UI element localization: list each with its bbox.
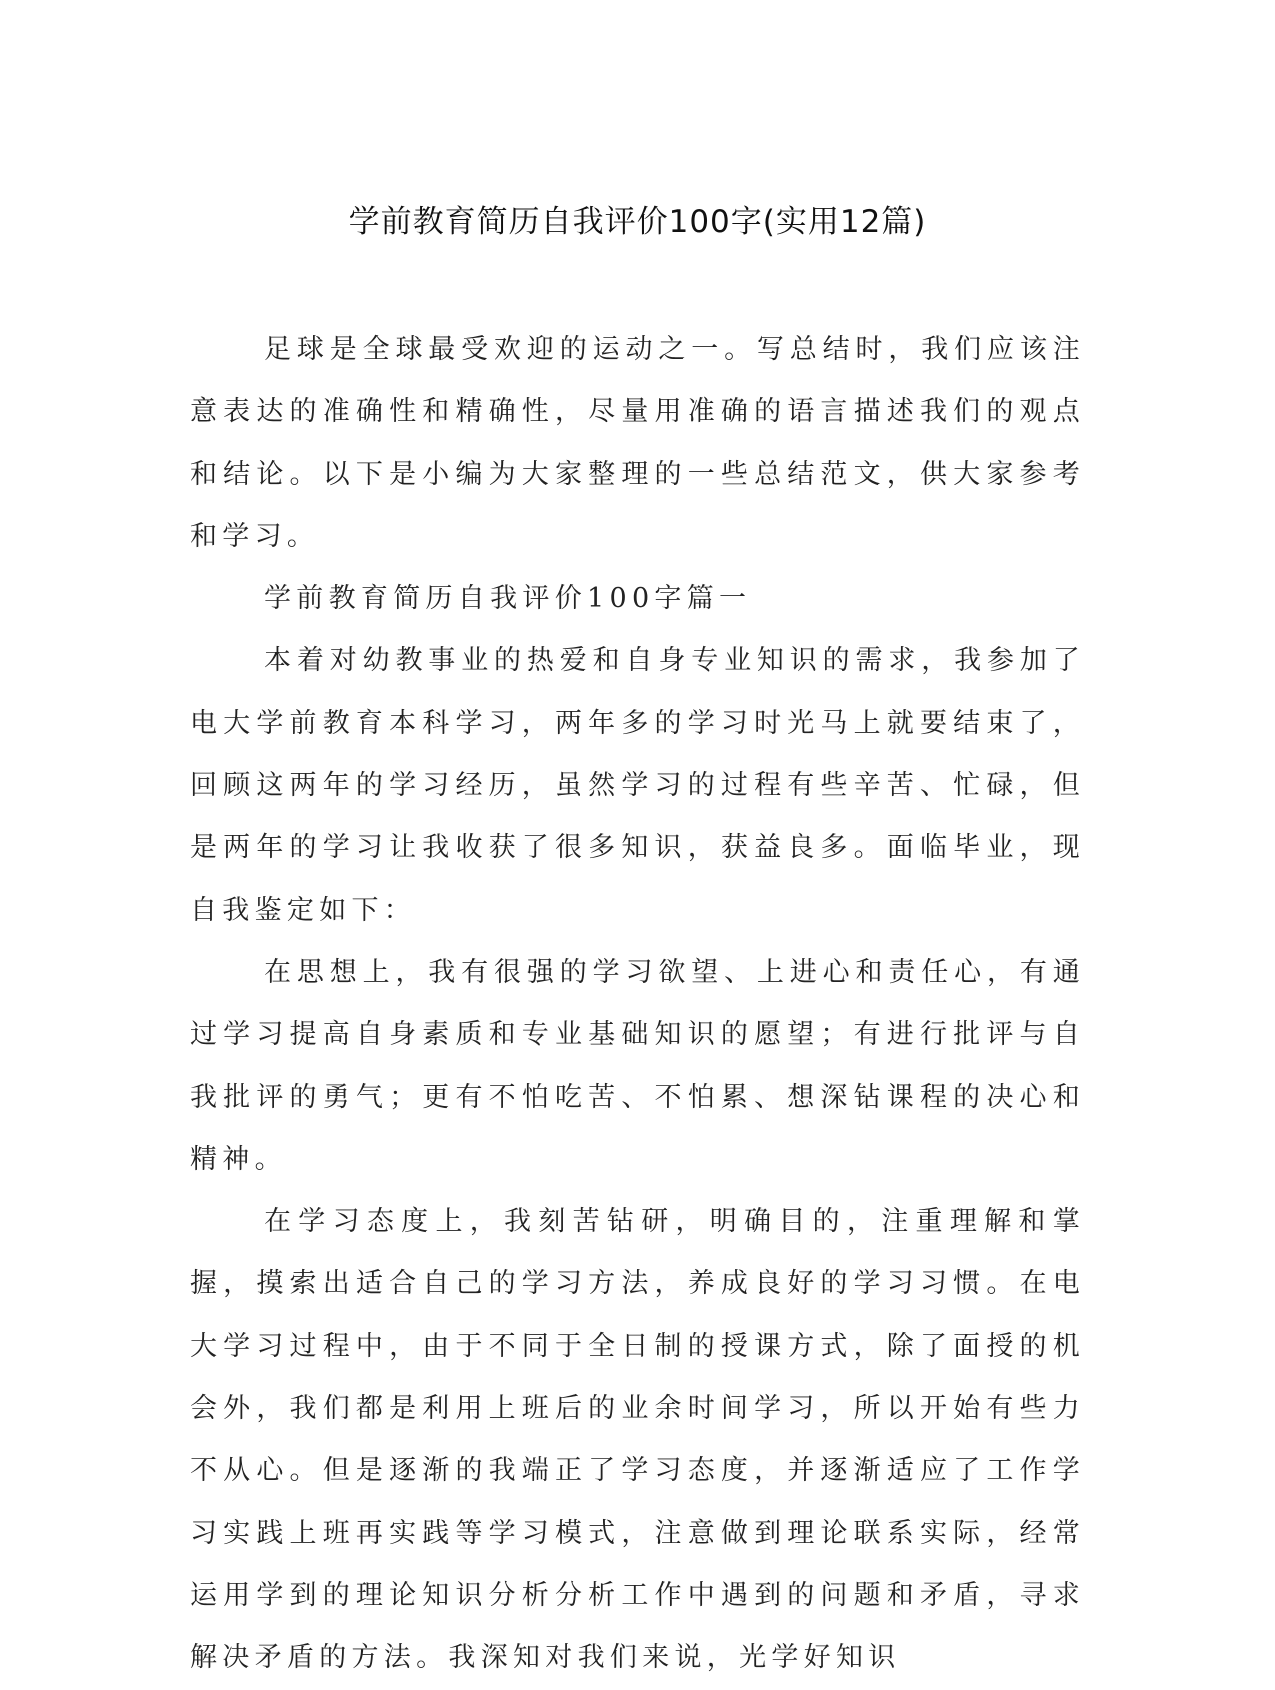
intro-paragraph: 足球是全球最受欢迎的运动之一。写总结时，我们应该注意表达的准确性和精确性，尽量用准确的语言描述我们的观点和结论。以下是小编为大家整理的一些总结范文，供大家参考和学习。 <box>190 334 1085 552</box>
body-paragraph: 本着对幼教事业的热爱和自身专业知识的需求，我参加了电大学前教育本科学习，两年多的学习时光马上就要结束了，回顾这两年的学习经历，虽然学习的过程有些辛苦、忙碌，但是两年的学习让我收获了很多知识，获益良多。面临毕业，现自我鉴定如下： <box>190 645 1085 926</box>
document-body <box>190 319 1085 1690</box>
section-heading: 学前教育简历自我评价100字篇一 <box>264 583 752 615</box>
body-paragraph: 在思想上，我有很强的学习欲望、上进心和责任心，有通过学习提高自身素质和专业基础知识的愿望；有进行批评与自我批评的勇气；更有不怕吃苦、不怕累、想深钻课程的决心和精神。 <box>190 956 1085 1175</box>
body-paragraph: 在学习态度上，我刻苦钻研，明确目的，注重理解和掌握，摸索出适合自己的学习方法，养成良好的学习习惯。在电大学习过程中，由于不同于全日制的授课方式，除了面授的机会外，我们都是利用上班后的业余时间学习，所以开始有些力不从心。但是逐渐的我端正了学习态度，并逐渐适应了工作学习实践上班再实践等学习模式，注意做到理论联系实际，经常运用学到的理论知识分析分析工作中遇到的问题和矛盾，寻求解决矛盾的方法。我深知对我们来说，光学好知识 <box>190 1206 1085 1674</box>
document-title: 学前教育简历自我评价100字(实用12篇) <box>348 204 927 240</box>
